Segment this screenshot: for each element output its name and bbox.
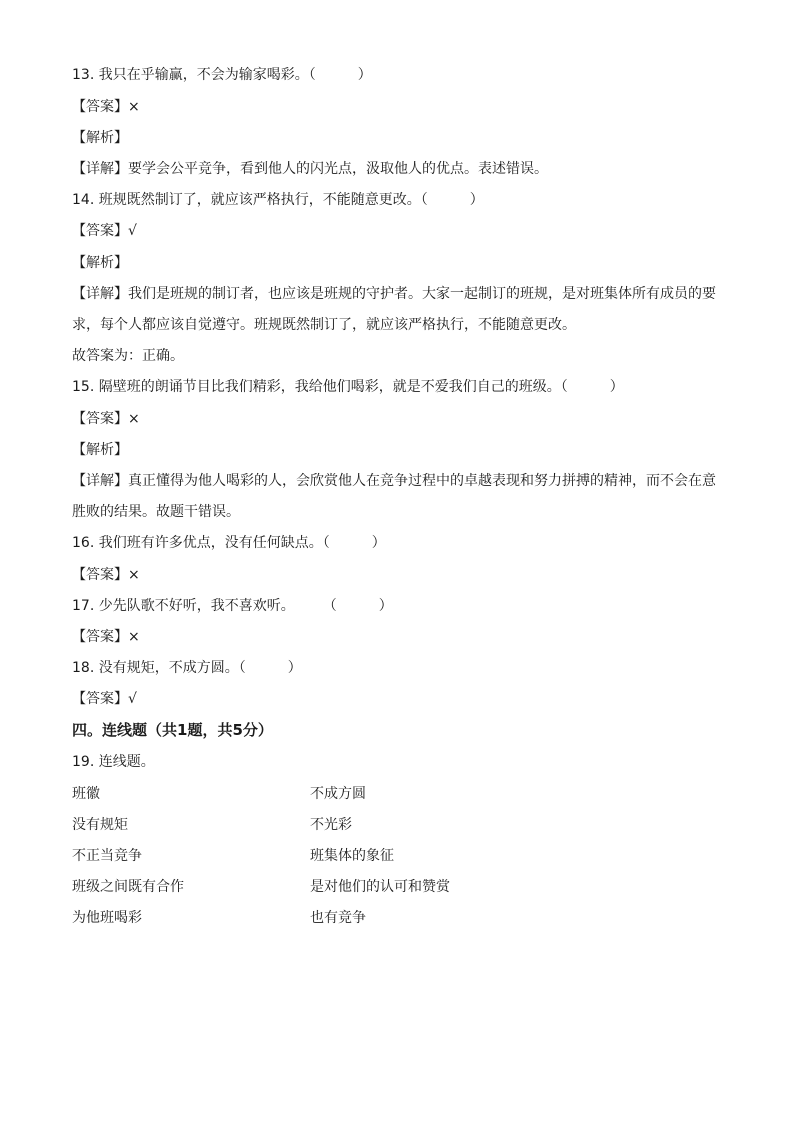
detail-14-line1: 【详解】我们是班规的制订者，也应该是班规的守护者。大家一起制订的班规，是对班集体所有成员的要: [72, 286, 716, 302]
match-right-3: 班集体的象征: [310, 848, 394, 864]
answer-16: 【答案】×: [72, 567, 140, 583]
match-left-2: 没有规矩: [72, 817, 128, 833]
question-14: 14. 班规既然制订了，就应该严格执行，不能随意更改。（ ）: [72, 192, 484, 208]
match-right-1: 不成方圆: [310, 786, 366, 802]
answer-14: 【答案】√: [72, 223, 137, 239]
match-left-3: 不正当竞争: [72, 848, 142, 864]
conclusion-14: 故答案为：正确。: [72, 348, 184, 364]
answer-13: 【答案】×: [72, 99, 140, 115]
question-15: 15. 隔壁班的朗诵节目比我们精彩，我给他们喝彩，就是不爱我们自己的班级。（ ）: [72, 379, 624, 395]
match-left-4: 班级之间既有合作: [72, 879, 184, 895]
analysis-label-15: 【解析】: [72, 442, 128, 458]
question-19: 19. 连线题。: [72, 754, 155, 770]
section-4-title: 四。连线题（共1题，共5分）: [72, 721, 273, 739]
match-right-2: 不光彩: [310, 817, 352, 833]
question-13: 13. 我只在乎输赢，不会为输家喝彩。（ ）: [72, 67, 372, 83]
detail-14-line2: 求，每个人都应该自觉遵守。班规既然制订了，就应该严格执行，不能随意更改。: [72, 317, 576, 333]
detail-15-line1: 【详解】真正懂得为他人喝彩的人，会欣赏他人在竞争过程中的卓越表现和努力拼搏的精神，而不会在意: [72, 473, 716, 489]
analysis-label-14: 【解析】: [72, 255, 128, 271]
question-17: 17. 少先队歌不好听，我不喜欢听。 （ ）: [72, 598, 393, 614]
match-right-5: 也有竞争: [310, 910, 366, 926]
detail-15-line2: 胜败的结果。故题干错误。: [72, 504, 240, 520]
answer-17: 【答案】×: [72, 629, 140, 645]
answer-18: 【答案】√: [72, 691, 137, 707]
detail-13: 【详解】要学会公平竞争，看到他人的闪光点，汲取他人的优点。表述错误。: [72, 161, 548, 177]
analysis-label-13: 【解析】: [72, 130, 128, 146]
question-18: 18. 没有规矩，不成方圆。（ ）: [72, 660, 302, 676]
answer-15: 【答案】×: [72, 411, 140, 427]
question-16: 16. 我们班有许多优点，没有任何缺点。（ ）: [72, 535, 386, 551]
match-left-5: 为他班喝彩: [72, 910, 142, 926]
match-right-4: 是对他们的认可和赞赏: [310, 879, 450, 895]
match-left-1: 班徽: [72, 786, 100, 802]
